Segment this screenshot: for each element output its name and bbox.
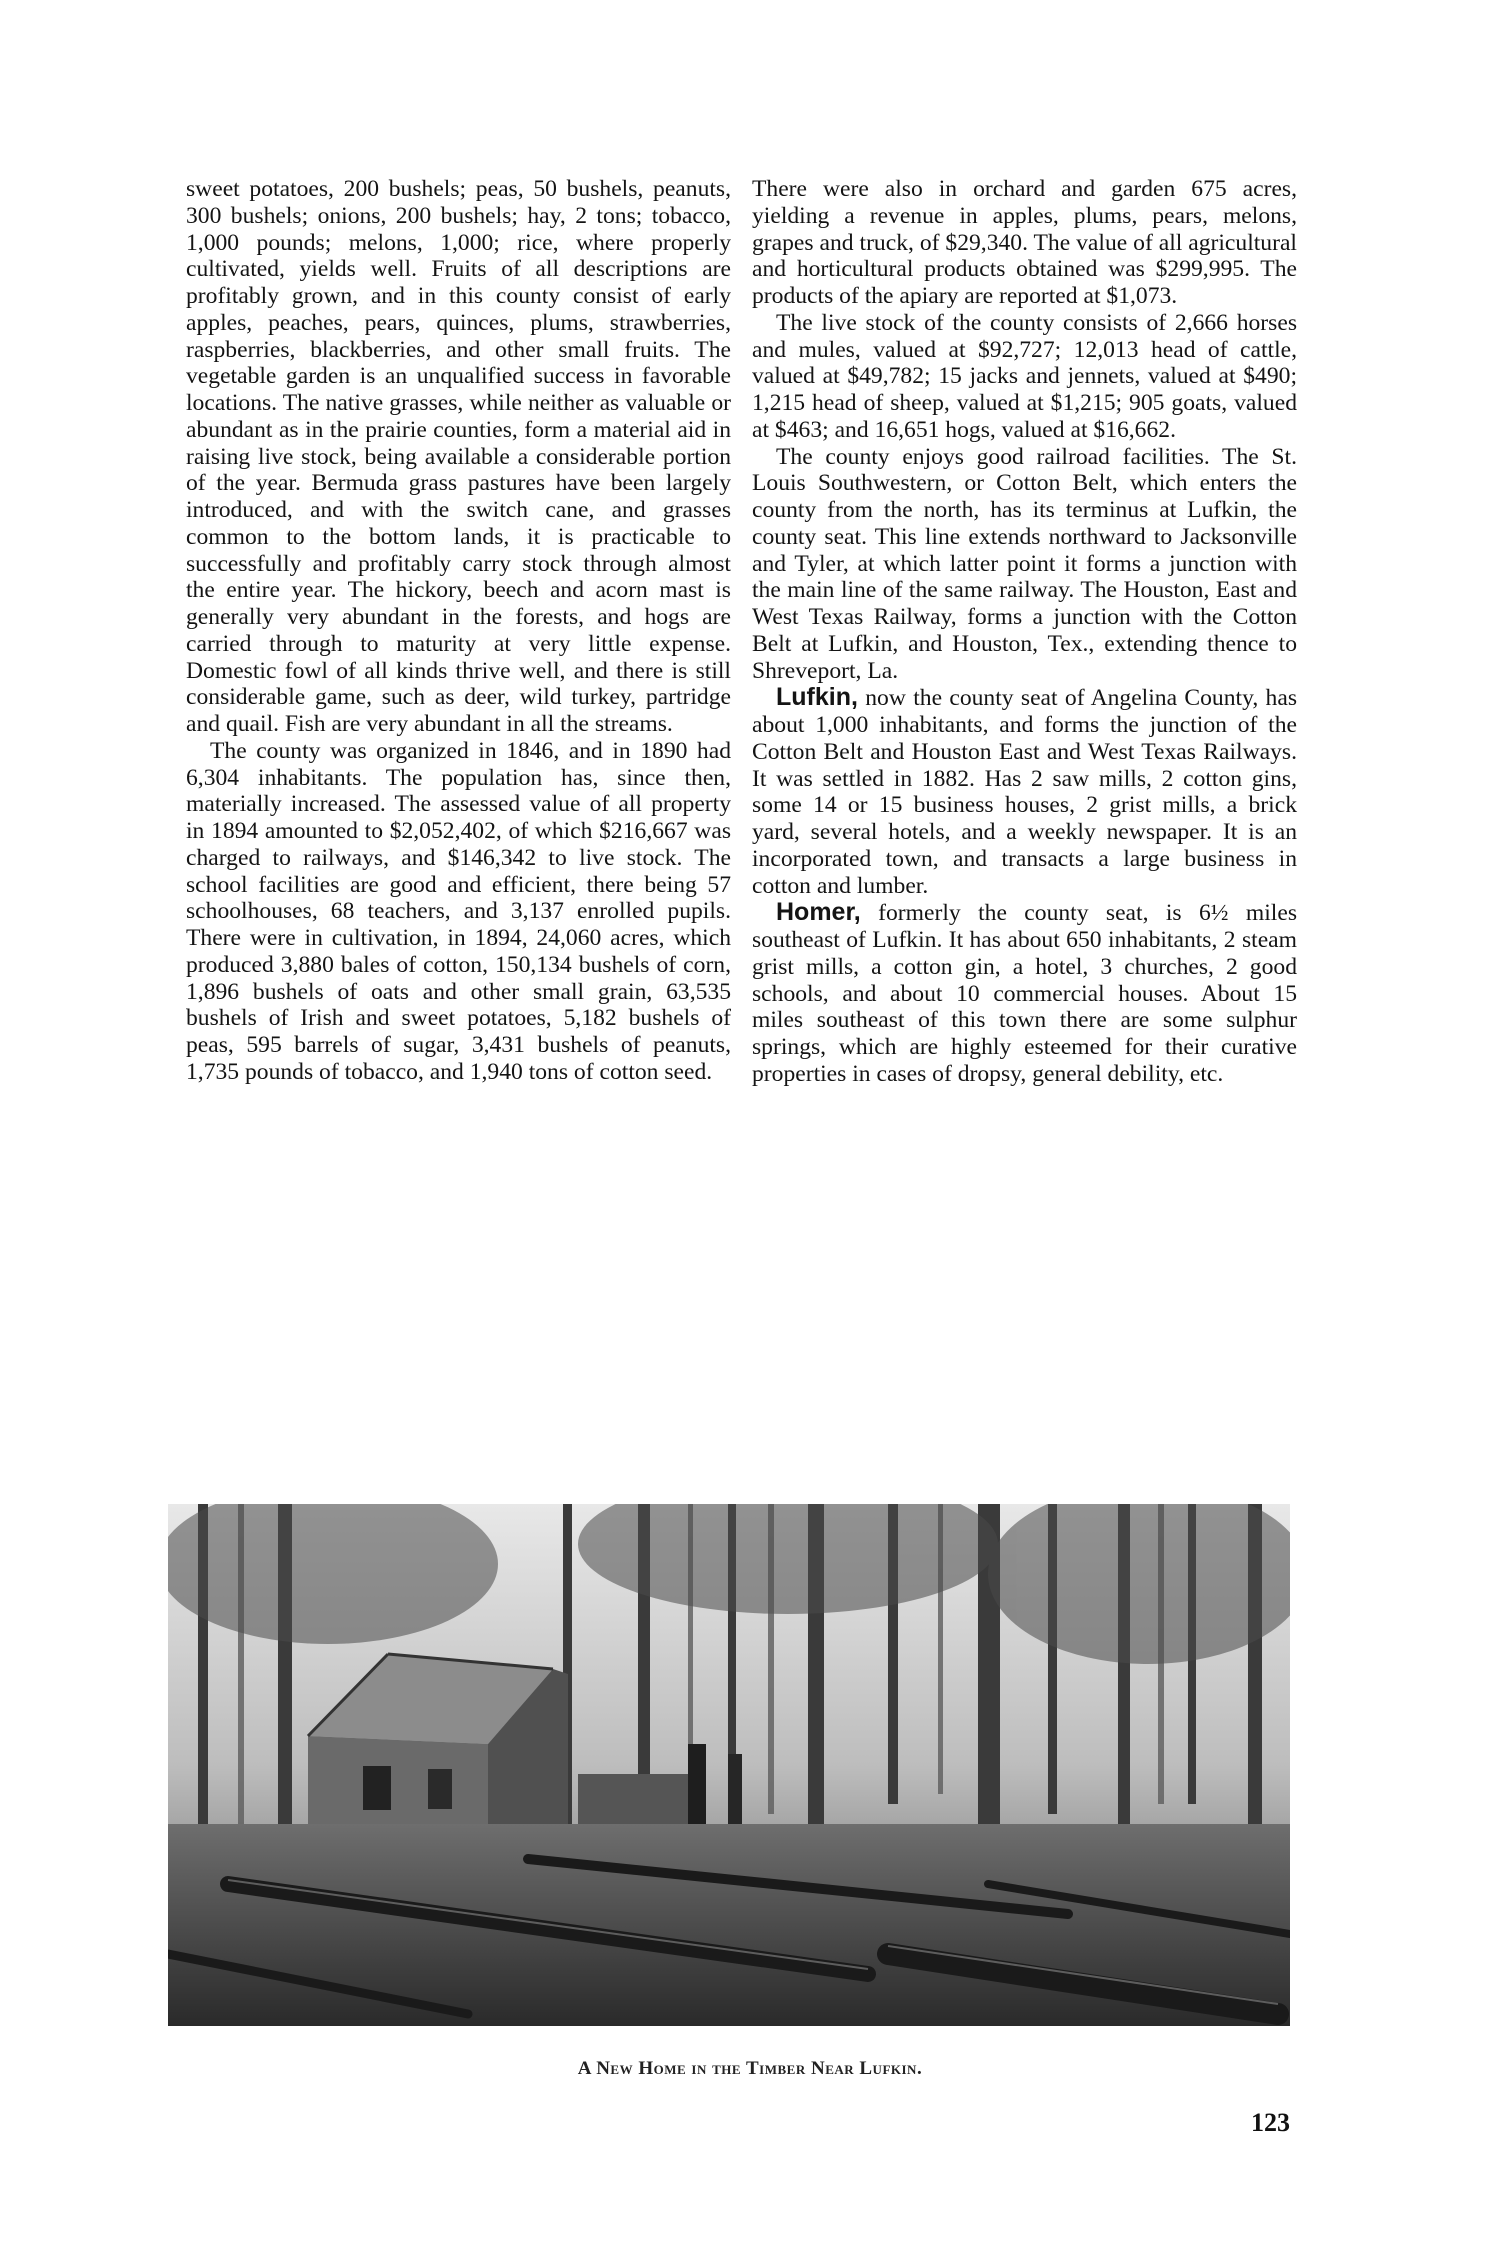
left-column: [186, 176, 731, 1086]
lufkin-paragraph: [752, 684, 1297, 899]
photo-illustration: [168, 1504, 1290, 2026]
homer-paragraph: [752, 899, 1297, 1087]
timber-home-photo: [168, 1504, 1290, 2026]
paragraph: The county was organized in 1846, and in 1890 had 6,304 inhabitants. The population has, since then, materially increased. The assessed value of all property in 1894 amounted to $2,052,402, of which $216,667 was charged to railways, and $146,342 to live stock. The school facilities are good and efficient, there being 57 schoolhouses, 68 teachers, and 3,137 enrolled pupils. There were in cultivation, in 1894, 24,060 acres, which produced 3,880 bales of cotton, 150,134 bushels of corn, 1,896 bushels of oats and other small grain, 63,535 bushels of Irish and sweet potatoes, 5,182 bushels of peas, 595 barrels of sugar, 3,431 bushels of peanuts, 1,735 pounds of tobacco, and 1,940 tons of cotton seed.: [186, 737, 731, 1085]
page-number: 123: [1251, 2108, 1290, 2137]
homer-text: formerly the county seat, is 6½ miles southeast of Lufkin. It has about 650 inhabitants, 2 steam grist mills, a cotton gin, a hotel, 3 churches, 2 good schools, and about 10 commercial houses. About 15 miles southeast of this town there are some sulphur springs, which are highly esteemed for their curative properties in cases of dropsy, general debility, etc.: [752, 900, 1297, 1087]
photo-caption: A New Home in the Timber Near Lufkin.: [577, 2058, 923, 2079]
homer-heading: Homer,: [776, 898, 861, 927]
paragraph: The county enjoys good railroad facilities. The St. Louis Southwestern, or Cotton Belt, which enters the county from the north, has its terminus at Lufkin, the county seat. This line extends northward to Jacksonville and Tyler, at which latter point it forms a junction with the main line of the same railway. The Houston, East and West Texas Railway, forms a junction with the Cotton Belt at Lufkin, and Houston, Tex., extending thence to Shreveport, La.: [752, 443, 1297, 684]
lufkin-heading: Lufkin,: [776, 683, 858, 712]
paragraph: The live stock of the county consists of 2,666 horses and mules, valued at $92,727; 12,013 head of cattle, valued at $49,782; 15 jacks and jennets, valued at $490; 1,215 head of sheep, valued at $1,215; 905 goats, valued at $463; and 16,651 hogs, valued at $16,662.: [752, 309, 1297, 443]
paragraph: sweet potatoes, 200 bushels; peas, 50 bushels, peanuts, 300 bushels; onions, 200 bushels; hay, 2 tons; tobacco, 1,000 pounds; melons, 1,000; rice, where properly cultivated, yields well. Fruits of all descriptions are profitably grown, and in this county consist of early apples, peaches, pears, quinces, plums, strawberries, raspberries, blackberries, and other small fruits. The vegetable garden is an unqualified success in favorable locations. The native grasses, while neither as valuable or abundant as in the prairie counties, form a material aid in raising live stock, being available a considerable portion of the year. Bermuda grass pastures have been largely introduced, and with the switch cane, and grasses common to the bottom lands, it is practicable to successfully and profitably carry stock through almost the entire year. The hickory, beech and acorn mast is generally very abundant in the forests, and hogs are carried through to maturity at very little expense. Domestic fowl of all kinds thrive well, and there is still considerable game, such as deer, wild turkey, partridge and quail. Fish are very abundant in all the streams.: [186, 176, 731, 737]
paragraph: There were also in orchard and garden 675 acres, yielding a revenue in apples, plums, pears, melons, grapes and truck, of $29,340. The value of all agricultural and horticultural products obtained was $299,995. The products of the apiary are reported at $1,073.: [752, 176, 1297, 309]
lufkin-text: now the county seat of Angelina County, has about 1,000 inhabitants, and forms the junction of the Cotton Belt and Houston East and West Texas Railways. It was settled in 1882. Has 2 saw mills, 2 cotton gins, some 14 or 15 business houses, 2 grist mills, a brick yard, several hotels, and a weekly newspaper. It is an incorporated town, and transacts a large business in cotton and lumber.: [752, 685, 1297, 899]
right-column: [752, 176, 1297, 1088]
